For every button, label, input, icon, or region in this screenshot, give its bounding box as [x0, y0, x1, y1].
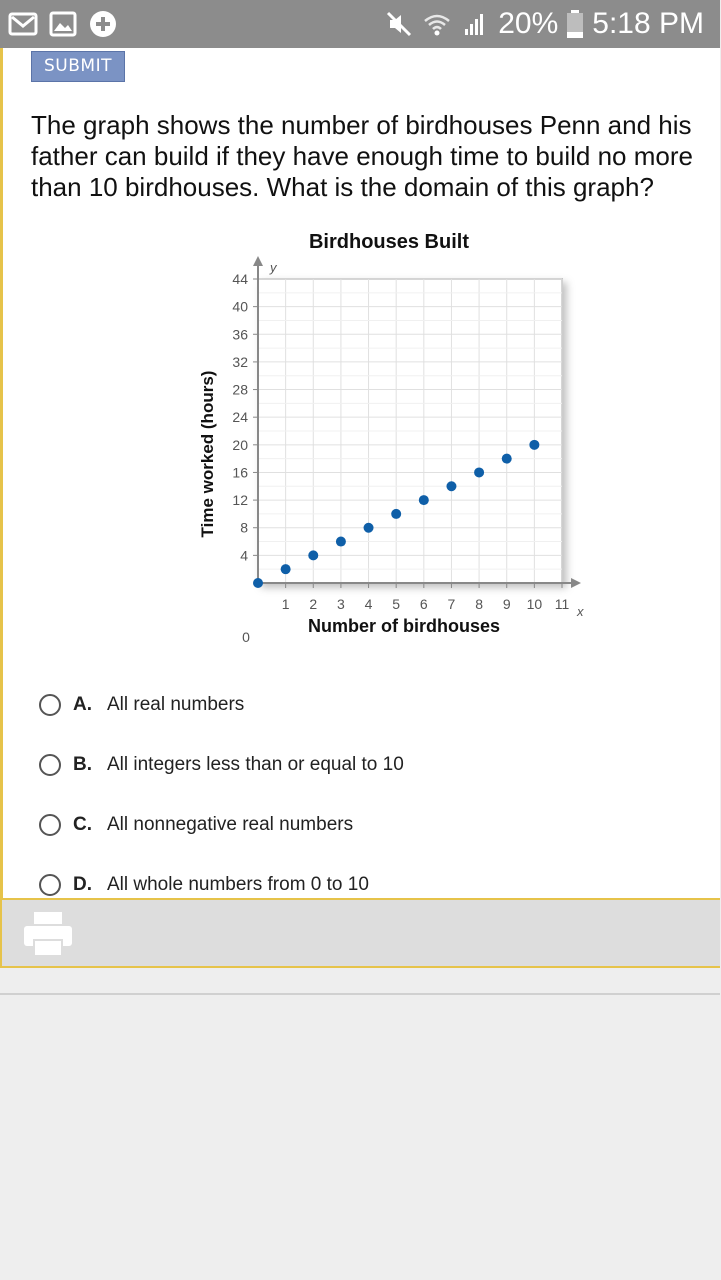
x-tick-label: 6 [419, 596, 428, 612]
option-letter: A. [73, 694, 92, 715]
data-point [336, 537, 346, 547]
x-tick-label: 1 [281, 596, 290, 612]
x-tick-label: 2 [309, 596, 318, 612]
gallery-icon [48, 9, 78, 39]
option-text: All real numbers [107, 694, 245, 715]
bottom-toolbar [0, 898, 720, 968]
y-axis-label: Time worked (hours) [198, 370, 217, 538]
option-d[interactable] [39, 868, 639, 902]
option-text: All whole numbers from 0 to 10 [107, 874, 369, 895]
option-letter: B. [73, 754, 92, 775]
y-axis-arrow [253, 256, 263, 266]
y-tick-label: 24 [232, 409, 248, 426]
x-axis-arrow [571, 578, 581, 588]
y-tick-label: 8 [240, 519, 248, 536]
x-tick-label: 5 [392, 596, 401, 612]
chart-title: Birdhouses Built [308, 231, 470, 253]
y-tick-label: 4 [240, 547, 248, 564]
option-text: All nonnegative real numbers [107, 814, 354, 835]
x-tick-label: 11 [554, 596, 570, 612]
signal-icon [460, 9, 490, 39]
y-axis-letter: y [270, 260, 277, 275]
data-point [253, 578, 263, 588]
x-tick-label: 3 [337, 596, 345, 612]
radio-c[interactable] [39, 814, 61, 836]
y-tick-label: 12 [232, 492, 248, 509]
origin-label: 0 [242, 629, 250, 645]
data-point [364, 523, 374, 533]
question-text: The graph shows the number of birdhouses Penn and his father can build if they have enough time to build no more than 10 birdhouses. What is the domain of this graph? [31, 110, 693, 202]
print-icon[interactable] [22, 910, 74, 958]
x-axis-label: Number of birdhouses [307, 616, 501, 636]
option-b[interactable] [39, 748, 639, 782]
option-text: All integers less than or equal to 10 [107, 754, 404, 775]
battery-percent: 20% [498, 7, 559, 40]
y-tick-label: 44 [232, 271, 248, 287]
data-point [474, 467, 484, 477]
plus-circle-icon [88, 9, 118, 39]
y-tick-label: 28 [232, 381, 248, 398]
x-axis-letter: x [577, 604, 584, 619]
gmail-icon [8, 9, 38, 39]
data-point [391, 509, 401, 519]
data-point [281, 564, 291, 574]
data-point [502, 454, 512, 464]
option-letter: C. [73, 814, 92, 835]
radio-d[interactable] [39, 874, 61, 896]
status-bar [0, 0, 720, 48]
wifi-icon [422, 9, 452, 39]
data-point [419, 495, 429, 505]
question-card [0, 48, 720, 898]
y-tick-label: 32 [232, 353, 248, 370]
radio-a[interactable] [39, 694, 61, 716]
radio-b[interactable] [39, 754, 61, 776]
battery-icon [566, 9, 584, 39]
option-a[interactable] [39, 688, 639, 722]
x-tick-label: 4 [364, 596, 373, 612]
y-tick-label: 16 [232, 464, 248, 481]
option-c[interactable] [39, 808, 639, 842]
x-tick-label: 7 [447, 596, 456, 612]
clock: 5:18 PM [592, 7, 704, 40]
x-tick-label: 8 [475, 596, 483, 612]
divider [0, 993, 720, 995]
y-tick-label: 36 [232, 326, 248, 343]
mute-icon [384, 9, 414, 39]
birdhouses-chart [193, 226, 593, 645]
y-tick-label: 20 [232, 436, 248, 453]
data-point [529, 440, 539, 450]
x-tick-label: 9 [502, 596, 511, 612]
x-tick-label: 10 [526, 596, 543, 612]
data-point [308, 550, 318, 560]
data-point [446, 481, 456, 491]
submit-button[interactable]: SUBMIT [31, 51, 125, 82]
y-tick-label: 40 [232, 298, 248, 315]
option-letter: D. [73, 874, 92, 895]
